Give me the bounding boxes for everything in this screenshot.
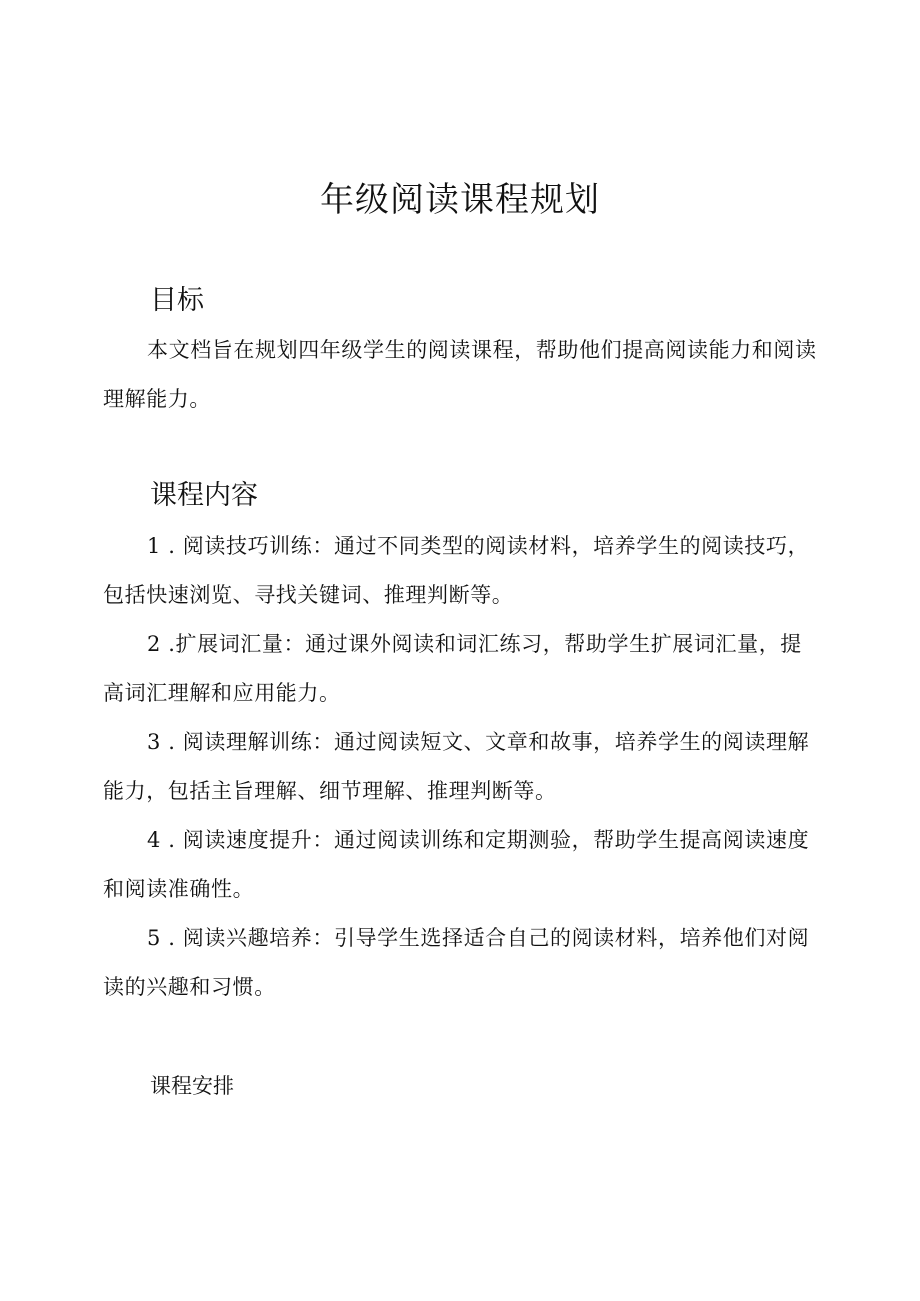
document-title: 年级阅读课程规划 bbox=[320, 180, 600, 220]
section-heading-schedule: 课程安排 bbox=[150, 1074, 234, 1098]
content-item-5: 5 . 阅读兴趣培养：引导学生选择适合自己的阅读材料，培养他们对阅读的兴趣和习惯。 bbox=[103, 926, 810, 999]
content-item-3: 3 . 阅读理解训练：通过阅读短文、文章和故事，培养学生的阅读理解能力，包括主旨理解、细节理解、推理判断等。 bbox=[103, 730, 810, 803]
content-item-1: 1 . 阅读技巧训练：通过不同类型的阅读材料，培养学生的阅读技巧，包括快速浏览、寻找关键词、推理判断等。 bbox=[103, 534, 810, 607]
section-heading-goal: 目标 bbox=[150, 285, 204, 316]
content-item-2: 2 .扩展词汇量：通过课外阅读和词汇练习，帮助学生扩展词汇量，提高词汇理解和应用能力。 bbox=[103, 632, 802, 705]
section-heading-content: 课程内容 bbox=[150, 480, 258, 511]
goal-paragraph: 本文档旨在规划四年级学生的阅读课程，帮助他们提高阅读能力和阅读理解能力。 bbox=[103, 338, 817, 411]
content-item-4: 4 . 阅读速度提升：通过阅读训练和定期测验，帮助学生提高阅读速度和阅读准确性。 bbox=[103, 828, 810, 901]
